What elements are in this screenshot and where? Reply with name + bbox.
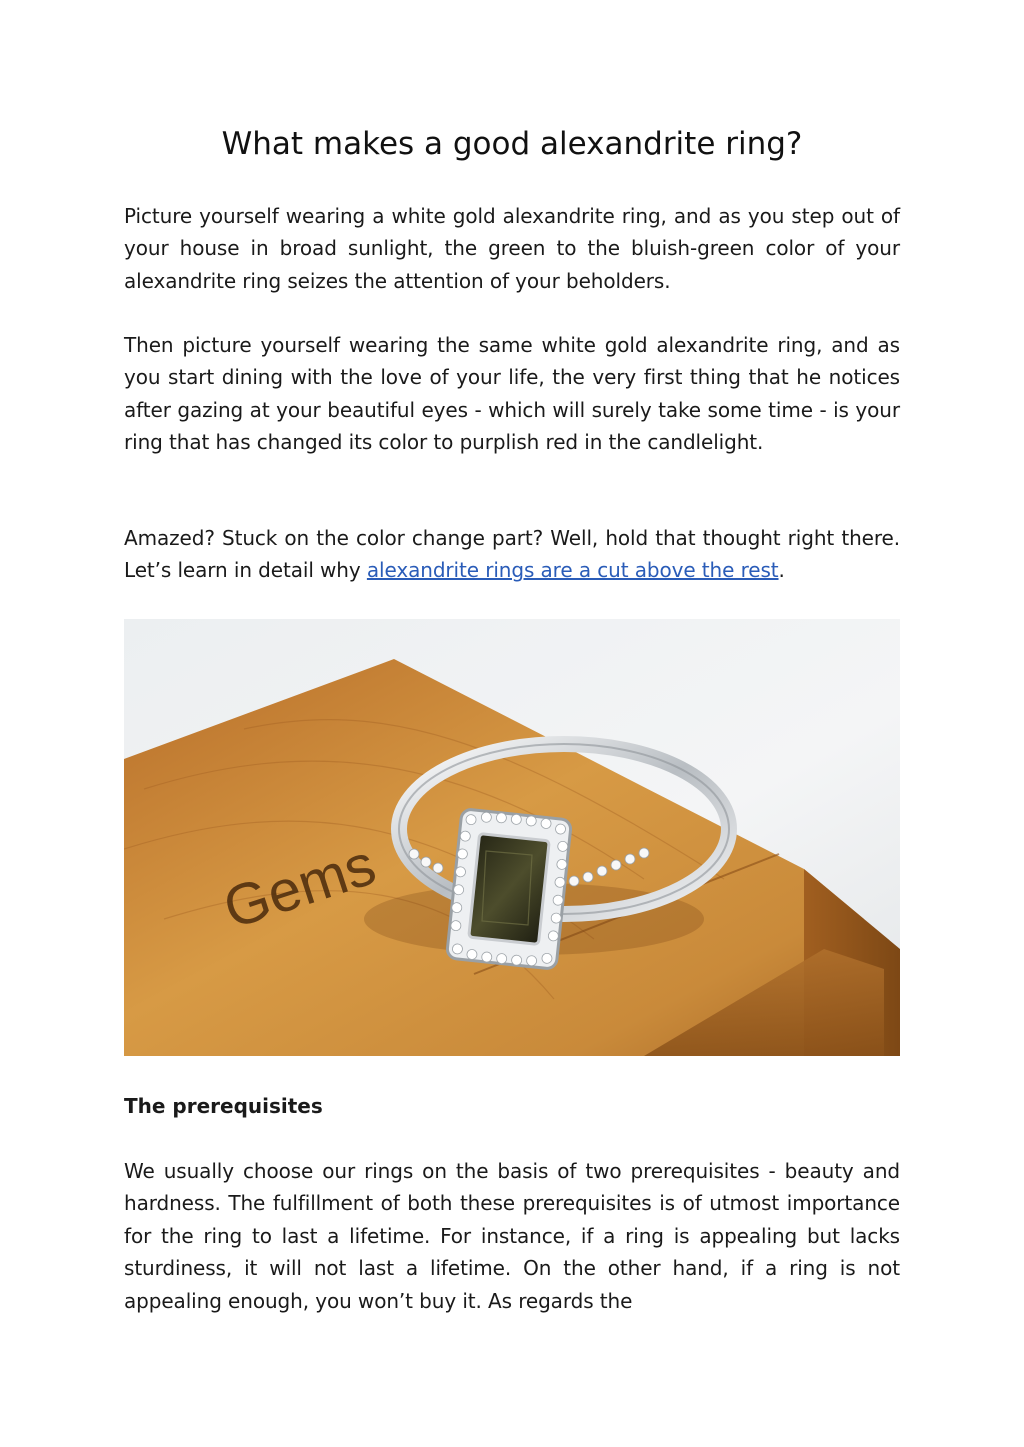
intro-paragraph: Picture yourself wearing a white gold alexandrite ring, and as you step out of your house in broad sunlight, the green to the bluish-green color of your alexandrite ring seizes the attention of your beholders. [124, 204, 900, 293]
third-paragraph [124, 522, 900, 587]
box-engraving: Gems [215, 831, 384, 942]
second-paragraph: Then picture yourself wearing the same white gold alexandrite ring, and as you start dining with the love of your life, the very first thing that he notices after gazing at your beautiful eyes - which will surely take some time - is your ring that has changed its color to purplish red in the candlelight. [124, 333, 900, 455]
third-paragraph-text: Amazed? Stuck on the color change part? Well, hold that thought right there. Let’s learn in detail why [124, 526, 900, 583]
page-title: What makes a good alexandrite ring? [221, 126, 803, 162]
alexandrite-rings-link[interactable]: alexandrite rings are a cut above the rest [366, 558, 779, 583]
prerequisites-paragraph: We usually choose our rings on the basis of two prerequisites - beauty and hardness. The fulfillment of both these prerequisites is of utmost importance for the ring to last a lifetime. For instance, if a ring is appealing but lacks sturdiness, it will not last a lifetime. On the other hand, if a ring is not appealing enough, you won’t buy it. As regards the [124, 1159, 900, 1313]
ring-on-box-photo [124, 619, 900, 1056]
section-heading: The prerequisites [124, 1094, 323, 1118]
third-paragraph-end: . [778, 558, 785, 583]
